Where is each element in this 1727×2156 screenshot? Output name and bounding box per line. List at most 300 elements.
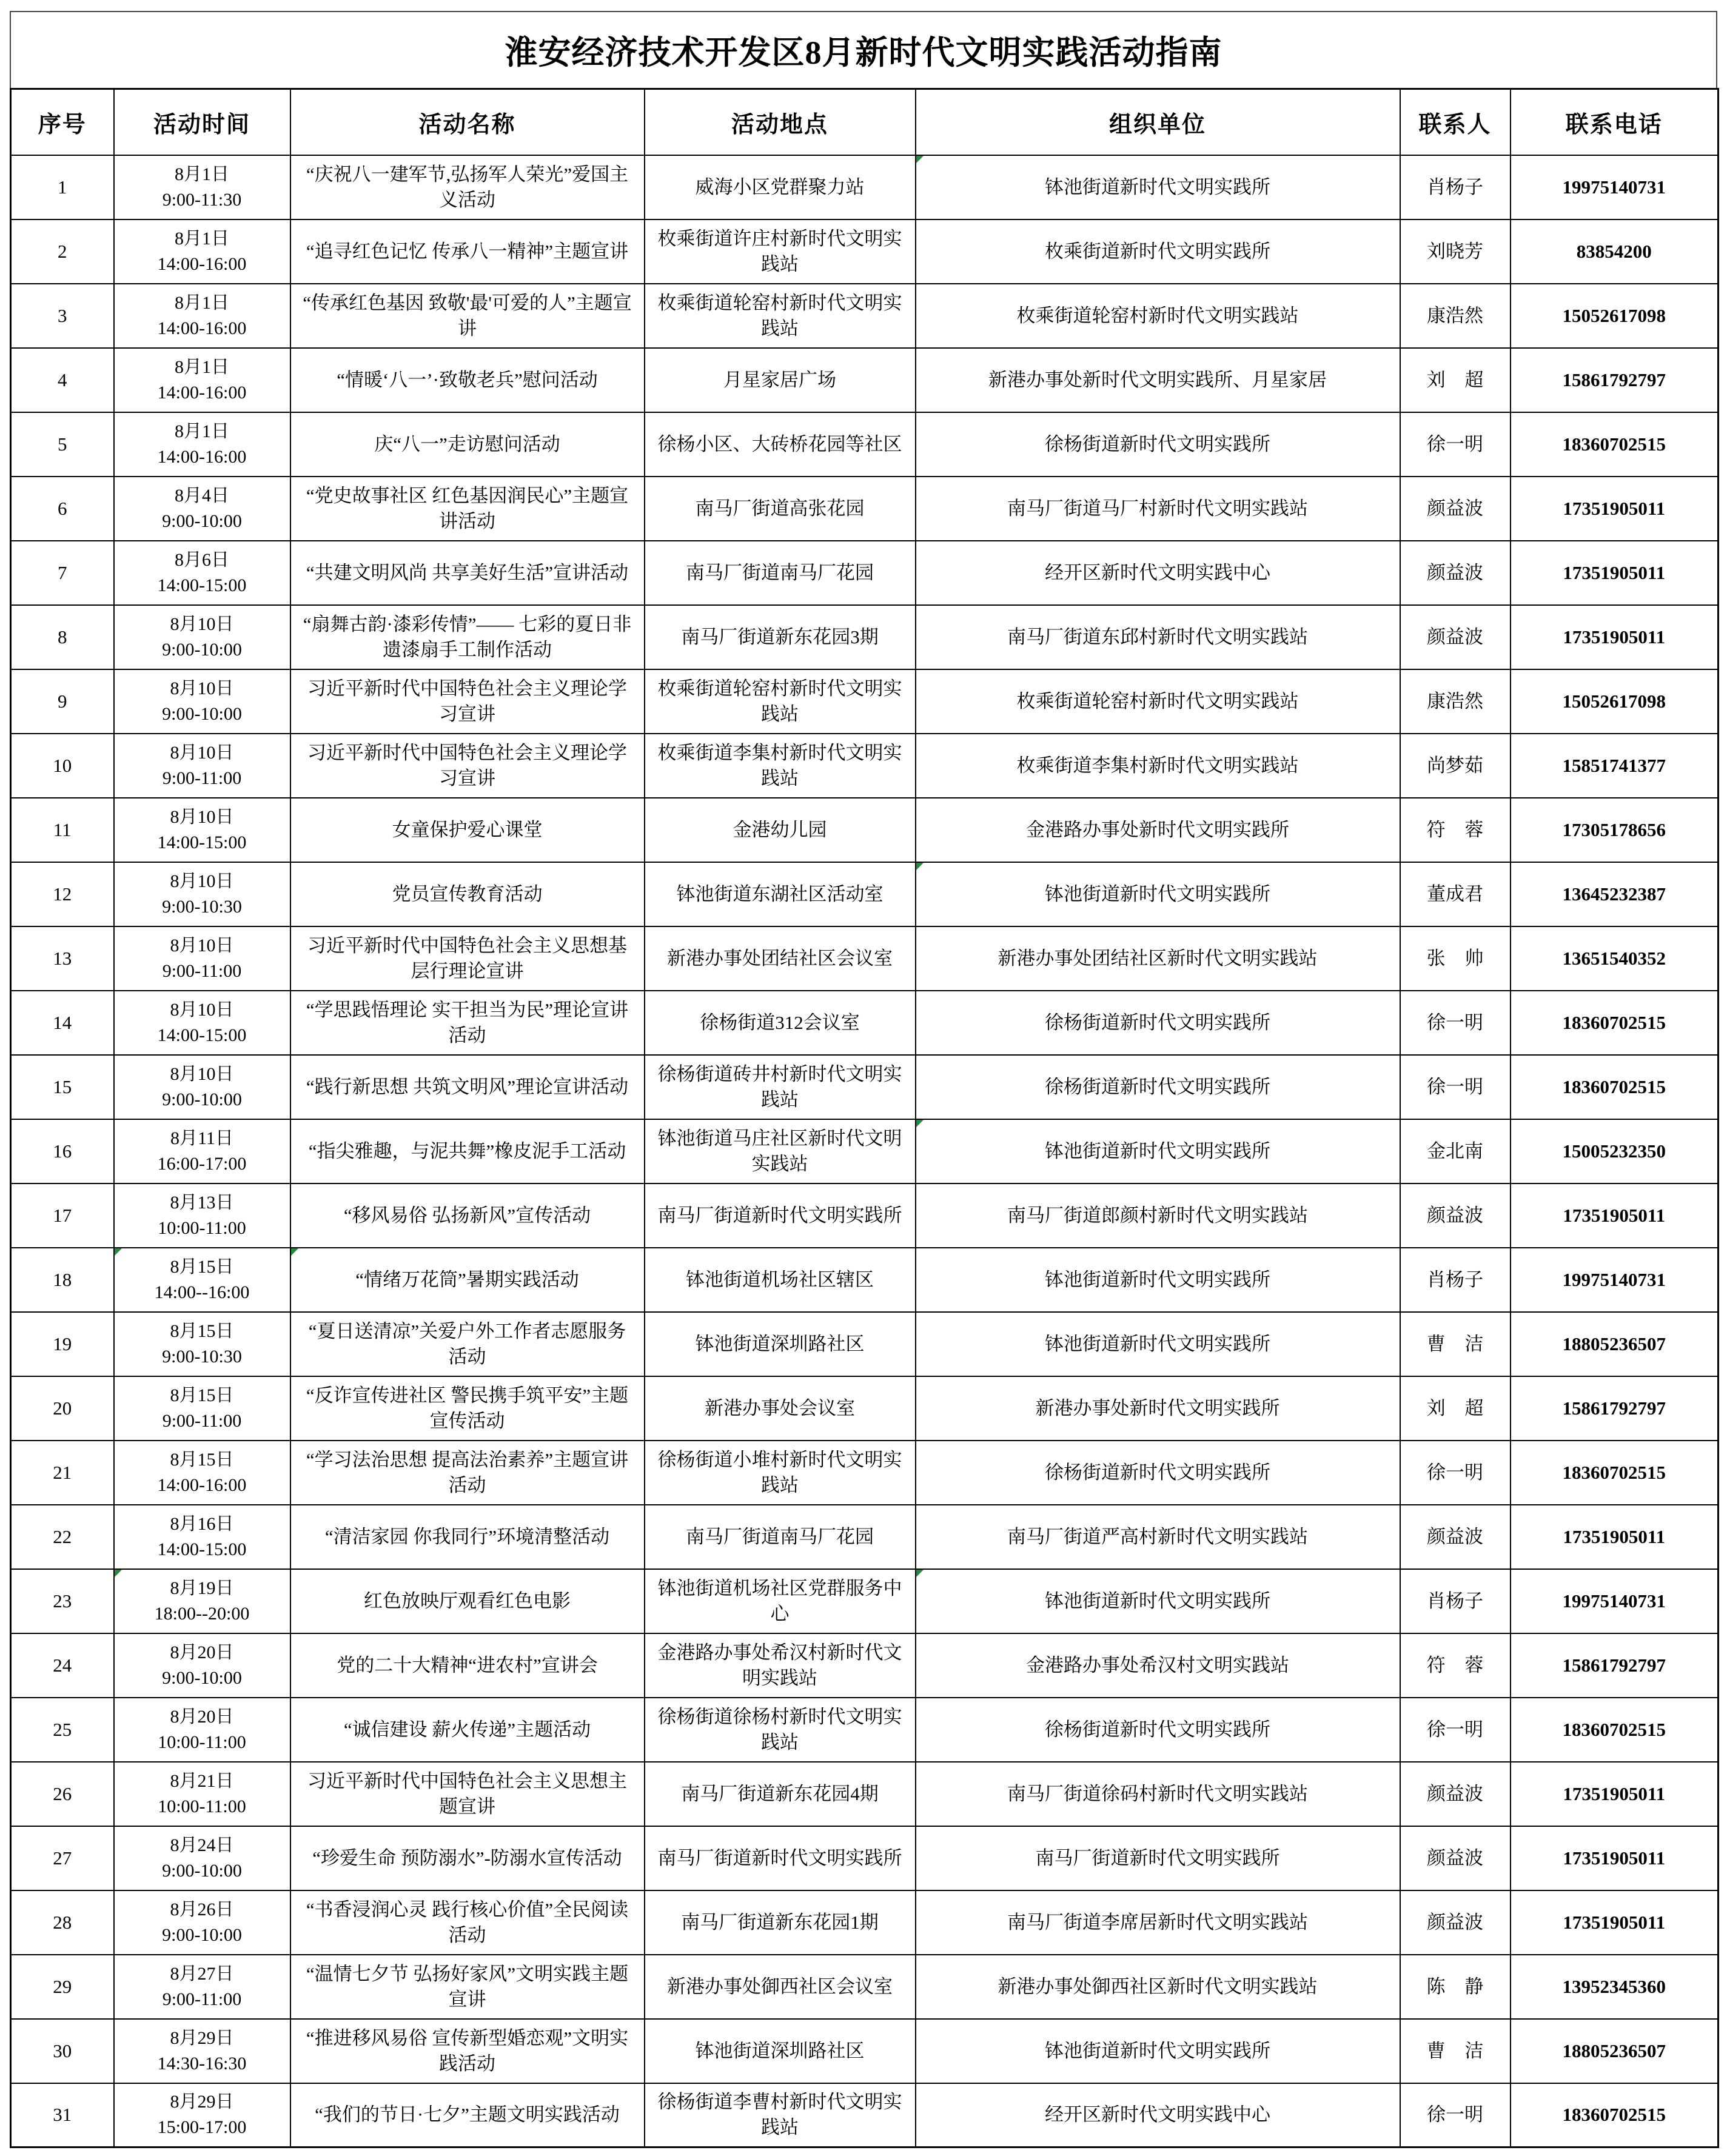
cell-contact: 曹 洁	[1400, 2019, 1511, 2083]
cell-place: 枚乘街道轮窑村新时代文明实践站	[645, 284, 916, 348]
activity-time: 9:00-11:00	[162, 1989, 242, 2009]
cell-time	[114, 412, 290, 477]
table-row	[11, 1633, 1719, 1698]
activity-date: 8月10日	[170, 871, 234, 891]
cell-activity-name: “传承红色基因 致敬'最'可爱的人”主题宣讲	[290, 284, 645, 348]
activity-date: 8月16日	[170, 1513, 234, 1534]
table-row	[11, 2019, 1719, 2083]
cell-organizer: 金港路办事处新时代文明实践所	[916, 798, 1400, 862]
cell-phone: 15005232350	[1511, 1119, 1719, 1183]
header-contact: 联系人	[1400, 89, 1511, 155]
cell-activity-name: “庆祝八一建军节,弘扬军人荣光”爱国主义活动	[290, 155, 645, 219]
cell-activity-name: 习近平新时代中国特色社会主义理论学习宣讲	[290, 734, 645, 798]
cell-no: 13	[11, 926, 114, 991]
cell-no: 19	[11, 1312, 114, 1376]
cell-time	[114, 1826, 290, 1890]
cell-activity-name: 习近平新时代中国特色社会主义思想主题宣讲	[290, 1762, 645, 1826]
cell-contact: 刘 超	[1400, 1376, 1511, 1441]
cell-place: 钵池街道机场社区党群服务中心	[645, 1569, 916, 1633]
cell-contact: 陈 静	[1400, 1955, 1511, 2019]
activity-date: 8月15日	[170, 1449, 234, 1470]
activity-date: 8月1日	[175, 421, 229, 441]
activity-time: 14:30-16:30	[157, 2053, 247, 2074]
cell-phone: 13952345360	[1511, 1955, 1719, 2019]
cell-no: 9	[11, 669, 114, 734]
cell-organizer: 南马厂街道徐码村新时代文明实践站	[916, 1762, 1400, 1826]
cell-activity-name: “共建文明风尚 共享美好生活”宣讲活动	[290, 541, 645, 605]
table-row	[11, 284, 1719, 348]
table-row	[11, 1505, 1719, 1569]
cell-phone: 15861792797	[1511, 1633, 1719, 1698]
cell-time	[114, 219, 290, 284]
cell-organizer: 南马厂街道严高村新时代文明实践站	[916, 1505, 1400, 1569]
cell-phone: 15052617098	[1511, 284, 1719, 348]
activity-time: 14:00-15:00	[157, 575, 247, 595]
cell-no: 18	[11, 1248, 114, 1312]
cell-organizer: 南马厂街道新时代文明实践所	[916, 1826, 1400, 1890]
table-row	[11, 155, 1719, 219]
table-row	[11, 1376, 1719, 1441]
cell-phone: 18360702515	[1511, 991, 1719, 1055]
cell-place: 威海小区党群聚力站	[645, 155, 916, 219]
cell-place: 新港办事处会议室	[645, 1376, 916, 1441]
cell-phone: 83854200	[1511, 219, 1719, 284]
cell-activity-name: “学习法治思想 提高法治素养”主题宣讲活动	[290, 1441, 645, 1505]
cell-no: 30	[11, 2019, 114, 2083]
cell-activity-name: 党的二十大精神“进农村”宣讲会	[290, 1633, 645, 1698]
table-row	[11, 2083, 1719, 2148]
activity-time: 14:00-15:00	[157, 1539, 247, 1559]
cell-contact: 徐一明	[1400, 1698, 1511, 1762]
cell-contact: 颜益波	[1400, 1890, 1511, 1955]
cell-phone: 15861792797	[1511, 1376, 1719, 1441]
activity-time: 9:00-10:00	[162, 1924, 242, 1945]
activity-date: 8月10日	[170, 614, 234, 634]
cell-contact: 刘 超	[1400, 348, 1511, 412]
cell-phone: 15851741377	[1511, 734, 1719, 798]
header-phone: 联系电话	[1511, 89, 1719, 155]
cell-phone: 17351905011	[1511, 1505, 1719, 1569]
activity-time: 14:00-16:00	[157, 446, 247, 467]
cell-place: 徐杨街道砖井村新时代文明实践站	[645, 1055, 916, 1119]
cell-no: 20	[11, 1376, 114, 1441]
activity-date: 8月4日	[175, 485, 229, 506]
cell-time	[114, 605, 290, 669]
cell-activity-name: “扇舞古韵·漆彩传情”—— 七彩的夏日非遗漆扇手工制作活动	[290, 605, 645, 669]
cell-phone: 18360702515	[1511, 1055, 1719, 1119]
cell-place: 钵池街道深圳路社区	[645, 1312, 916, 1376]
cell-contact: 尚梦茹	[1400, 734, 1511, 798]
header-row	[11, 89, 1719, 155]
cell-activity-name: 习近平新时代中国特色社会主义思想基层行理论宣讲	[290, 926, 645, 991]
activity-time: 9:00-10:00	[162, 511, 242, 531]
activity-date: 8月1日	[175, 292, 229, 313]
cell-no: 15	[11, 1055, 114, 1119]
cell-contact: 徐一明	[1400, 1055, 1511, 1119]
activity-time: 18:00--20:00	[154, 1603, 250, 1624]
cell-no: 28	[11, 1890, 114, 1955]
activity-date: 8月10日	[170, 678, 234, 698]
cell-organizer: 钵池街道新时代文明实践所	[916, 1312, 1400, 1376]
table-row	[11, 1248, 1719, 1312]
cell-phone: 17351905011	[1511, 477, 1719, 541]
cell-place: 钵池街道东湖社区活动室	[645, 862, 916, 926]
cell-place: 枚乘街道许庄村新时代文明实践站	[645, 219, 916, 284]
cell-contact: 刘晓芳	[1400, 219, 1511, 284]
activity-date: 8月10日	[170, 935, 234, 956]
activity-time: 9:00-10:00	[162, 1667, 242, 1688]
cell-place: 新港办事处御西社区会议室	[645, 1955, 916, 2019]
cell-place: 枚乘街道李集村新时代文明实践站	[645, 734, 916, 798]
table-row	[11, 541, 1719, 605]
activity-time: 14:00-16:00	[157, 253, 247, 274]
cell-phone: 18360702515	[1511, 1441, 1719, 1505]
cell-organizer: 南马厂街道马厂村新时代文明实践站	[916, 477, 1400, 541]
cell-organizer: 钵池街道新时代文明实践所	[916, 155, 1400, 219]
table-row	[11, 1119, 1719, 1183]
activity-date: 8月24日	[170, 1835, 234, 1855]
cell-place: 金港路办事处希汉村新时代文明实践站	[645, 1633, 916, 1698]
cell-organizer: 徐杨街道新时代文明实践所	[916, 1441, 1400, 1505]
cell-place: 徐杨街道李曹村新时代文明实践站	[645, 2083, 916, 2148]
cell-organizer: 新港办事处新时代文明实践所	[916, 1376, 1400, 1441]
cell-activity-name: “指尖雅趣，与泥共舞”橡皮泥手工活动	[290, 1119, 645, 1183]
cell-time	[114, 1955, 290, 2019]
activity-time: 9:00-10:00	[162, 1860, 242, 1881]
activity-time: 9:00-10:00	[162, 639, 242, 660]
cell-no: 10	[11, 734, 114, 798]
activity-time: 14:00-16:00	[157, 1475, 247, 1495]
cell-no: 24	[11, 1633, 114, 1698]
activity-time: 9:00-10:30	[162, 1346, 242, 1367]
cell-phone: 18360702515	[1511, 412, 1719, 477]
cell-phone: 18360702515	[1511, 1698, 1719, 1762]
cell-phone: 17351905011	[1511, 541, 1719, 605]
cell-contact: 肖杨子	[1400, 1569, 1511, 1633]
cell-contact: 颜益波	[1400, 541, 1511, 605]
cell-phone: 17351905011	[1511, 1762, 1719, 1826]
activity-date: 8月1日	[175, 164, 229, 184]
activity-date: 8月10日	[170, 1063, 234, 1084]
table-row	[11, 1569, 1719, 1633]
cell-contact: 颜益波	[1400, 477, 1511, 541]
page-title: 淮安经济技术开发区8月新时代文明实践活动指南	[505, 35, 1222, 71]
cell-time	[114, 1890, 290, 1955]
cell-place: 钵池街道深圳路社区	[645, 2019, 916, 2083]
cell-time	[114, 1569, 290, 1633]
cell-activity-name: “我们的节日·七夕”主题文明实践活动	[290, 2083, 645, 2148]
cell-phone: 13651540352	[1511, 926, 1719, 991]
cell-organizer: 徐杨街道新时代文明实践所	[916, 991, 1400, 1055]
cell-place: 南马厂街道南马厂花园	[645, 541, 916, 605]
activity-date: 8月29日	[170, 2027, 234, 2048]
activity-time: 9:00-11:00	[162, 1410, 242, 1431]
cell-time	[114, 2083, 290, 2148]
activity-time: 14:00-15:00	[157, 832, 247, 852]
cell-no: 31	[11, 2083, 114, 2148]
cell-contact: 徐一明	[1400, 1441, 1511, 1505]
cell-phone: 18805236507	[1511, 1312, 1719, 1376]
activity-date: 8月15日	[170, 1385, 234, 1405]
cell-organizer: 枚乘街道李集村新时代文明实践站	[916, 734, 1400, 798]
cell-activity-name: 女童保护爱心课堂	[290, 798, 645, 862]
cell-activity-name: “反诈宣传进社区 警民携手筑平安”主题宣传活动	[290, 1376, 645, 1441]
cell-phone: 17351905011	[1511, 1183, 1719, 1248]
cell-time	[114, 284, 290, 348]
cell-activity-name: “情绪万花筒”暑期实践活动	[290, 1248, 645, 1312]
cell-organizer: 枚乘街道新时代文明实践所	[916, 219, 1400, 284]
cell-place: 徐杨街道小堆村新时代文明实践站	[645, 1441, 916, 1505]
cell-time	[114, 734, 290, 798]
cell-place: 枚乘街道轮窑村新时代文明实践站	[645, 669, 916, 734]
cell-no: 17	[11, 1183, 114, 1248]
cell-contact: 徐一明	[1400, 991, 1511, 1055]
activity-time: 9:00-11:00	[162, 960, 242, 981]
table-row	[11, 1762, 1719, 1826]
activity-time: 14:00-15:00	[157, 1025, 247, 1045]
cell-phone: 17351905011	[1511, 605, 1719, 669]
cell-activity-name: 习近平新时代中国特色社会主义理论学习宣讲	[290, 669, 645, 734]
table-row	[11, 1955, 1719, 2019]
cell-time	[114, 2019, 290, 2083]
table-row	[11, 798, 1719, 862]
cell-time	[114, 1633, 290, 1698]
activity-date: 8月15日	[170, 1256, 234, 1277]
cell-activity-name: “践行新思想 共筑文明风”理论宣讲活动	[290, 1055, 645, 1119]
cell-phone: 18360702515	[1511, 2083, 1719, 2148]
cell-activity-name: “移风易俗 弘扬新风”宣传活动	[290, 1183, 645, 1248]
cell-no: 11	[11, 798, 114, 862]
cell-time	[114, 1055, 290, 1119]
header-organizer: 组织单位	[916, 89, 1400, 155]
cell-place: 徐杨街道312会议室	[645, 991, 916, 1055]
cell-place: 南马厂街道新时代文明实践所	[645, 1183, 916, 1248]
cell-organizer: 南马厂街道东邱村新时代文明实践站	[916, 605, 1400, 669]
cell-contact: 康浩然	[1400, 669, 1511, 734]
cell-time	[114, 1119, 290, 1183]
cell-activity-name: 党员宣传教育活动	[290, 862, 645, 926]
cell-place: 月星家居广场	[645, 348, 916, 412]
cell-organizer: 枚乘街道轮窑村新时代文明实践站	[916, 284, 1400, 348]
activity-date: 8月20日	[170, 1706, 234, 1727]
cell-place: 徐杨街道徐杨村新时代文明实践站	[645, 1698, 916, 1762]
activity-time: 14:00-16:00	[157, 382, 247, 403]
table-body	[11, 155, 1719, 2148]
cell-activity-name: 红色放映厅观看红色电影	[290, 1569, 645, 1633]
cell-no: 5	[11, 412, 114, 477]
cell-place: 南马厂街道高张花园	[645, 477, 916, 541]
table-row	[11, 605, 1719, 669]
table-row	[11, 477, 1719, 541]
title-box	[10, 11, 1717, 88]
activity-time: 9:00-10:30	[162, 896, 242, 917]
cell-time	[114, 926, 290, 991]
activity-time: 9:00-10:00	[162, 1089, 242, 1110]
cell-activity-name: “夏日送清凉”关爱户外工作者志愿服务活动	[290, 1312, 645, 1376]
cell-activity-name: “清洁家园 你我同行”环境清整活动	[290, 1505, 645, 1569]
cell-contact: 颜益波	[1400, 1826, 1511, 1890]
cell-activity-name: “推进移风易俗 宣传新型婚恋观”文明实践活动	[290, 2019, 645, 2083]
activity-table	[10, 88, 1719, 2148]
activity-time: 10:00-11:00	[158, 1796, 246, 1816]
activity-date: 8月27日	[170, 1963, 234, 1984]
cell-phone: 17351905011	[1511, 1890, 1719, 1955]
table-row	[11, 1055, 1719, 1119]
cell-organizer: 钵池街道新时代文明实践所	[916, 1119, 1400, 1183]
cell-no: 3	[11, 284, 114, 348]
cell-time	[114, 1312, 290, 1376]
cell-no: 6	[11, 477, 114, 541]
activity-time: 14:00--16:00	[154, 1282, 250, 1302]
table-row	[11, 1826, 1719, 1890]
cell-contact: 徐一明	[1400, 2083, 1511, 2148]
cell-place: 钵池街道机场社区辖区	[645, 1248, 916, 1312]
cell-no: 27	[11, 1826, 114, 1890]
cell-activity-name: “珍爱生命 预防溺水”-防溺水宣传活动	[290, 1826, 645, 1890]
cell-phone: 18805236507	[1511, 2019, 1719, 2083]
cell-no: 2	[11, 219, 114, 284]
cell-contact: 董成君	[1400, 862, 1511, 926]
cell-organizer: 金港路办事处希汉村文明实践站	[916, 1633, 1400, 1698]
cell-time	[114, 1376, 290, 1441]
cell-activity-name: “情暖‘八一’·致敬老兵”慰问活动	[290, 348, 645, 412]
cell-no: 23	[11, 1569, 114, 1633]
cell-place: 新港办事处团结社区会议室	[645, 926, 916, 991]
cell-organizer: 钵池街道新时代文明实践所	[916, 862, 1400, 926]
cell-time	[114, 155, 290, 219]
cell-place: 徐杨小区、大砖桥花园等社区	[645, 412, 916, 477]
cell-contact: 颜益波	[1400, 1762, 1511, 1826]
cell-contact: 金北南	[1400, 1119, 1511, 1183]
table-row	[11, 734, 1719, 798]
cell-organizer: 新港办事处新时代文明实践所、月星家居	[916, 348, 1400, 412]
cell-time	[114, 798, 290, 862]
cell-organizer: 新港办事处团结社区新时代文明实践站	[916, 926, 1400, 991]
cell-activity-name: “温情七夕节 弘扬好家风”文明实践主题宣讲	[290, 1955, 645, 2019]
header-activity-name: 活动名称	[290, 89, 645, 155]
activity-date: 8月1日	[175, 357, 229, 377]
cell-place: 南马厂街道新东花园4期	[645, 1762, 916, 1826]
cell-time	[114, 1698, 290, 1762]
cell-no: 4	[11, 348, 114, 412]
activity-date: 8月6日	[175, 549, 229, 570]
activity-date: 8月21日	[170, 1770, 234, 1791]
activity-date: 8月15日	[170, 1321, 234, 1341]
cell-phone: 15861792797	[1511, 348, 1719, 412]
table-row	[11, 1183, 1719, 1248]
header-no: 序号	[11, 89, 114, 155]
cell-no: 1	[11, 155, 114, 219]
cell-activity-name: “党史故事社区 红色基因润民心”主题宣讲活动	[290, 477, 645, 541]
cell-time	[114, 1441, 290, 1505]
cell-phone: 15052617098	[1511, 669, 1719, 734]
cell-contact: 颜益波	[1400, 605, 1511, 669]
cell-organizer: 徐杨街道新时代文明实践所	[916, 412, 1400, 477]
activity-guide-sheet	[10, 11, 1717, 2148]
cell-contact: 符 蓉	[1400, 1633, 1511, 1698]
cell-time	[114, 1505, 290, 1569]
activity-date: 8月10日	[170, 999, 234, 1020]
activity-date: 8月10日	[170, 806, 234, 827]
activity-date: 8月19日	[170, 1578, 234, 1598]
table-row	[11, 219, 1719, 284]
cell-phone: 17351905011	[1511, 1826, 1719, 1890]
cell-place: 南马厂街道新东花园3期	[645, 605, 916, 669]
cell-no: 26	[11, 1762, 114, 1826]
activity-date: 8月29日	[170, 2092, 234, 2112]
cell-contact: 颜益波	[1400, 1505, 1511, 1569]
table-row	[11, 991, 1719, 1055]
cell-time	[114, 1248, 290, 1312]
activity-time: 14:00-16:00	[157, 318, 247, 338]
activity-date: 8月11日	[170, 1128, 233, 1148]
cell-no: 25	[11, 1698, 114, 1762]
cell-place: 钵池街道马庄社区新时代文明实践站	[645, 1119, 916, 1183]
activity-time: 9:00-11:30	[162, 189, 242, 210]
activity-time: 9:00-10:00	[162, 703, 242, 724]
cell-organizer: 徐杨街道新时代文明实践所	[916, 1698, 1400, 1762]
cell-phone: 13645232387	[1511, 862, 1719, 926]
activity-time: 10:00-11:00	[158, 1732, 246, 1752]
cell-contact: 肖杨子	[1400, 1248, 1511, 1312]
table-row	[11, 412, 1719, 477]
cell-organizer: 钵池街道新时代文明实践所	[916, 2019, 1400, 2083]
cell-organizer: 钵池街道新时代文明实践所	[916, 1248, 1400, 1312]
cell-phone: 19975140731	[1511, 1248, 1719, 1312]
activity-time: 9:00-11:00	[162, 768, 242, 788]
cell-contact: 符 蓉	[1400, 798, 1511, 862]
cell-contact: 徐一明	[1400, 412, 1511, 477]
cell-organizer: 经开区新时代文明实践中心	[916, 541, 1400, 605]
cell-place: 南马厂街道新时代文明实践所	[645, 1826, 916, 1890]
cell-time	[114, 348, 290, 412]
cell-organizer: 南马厂街道郎颜村新时代文明实践站	[916, 1183, 1400, 1248]
cell-no: 29	[11, 1955, 114, 2019]
activity-time: 16:00-17:00	[157, 1153, 247, 1174]
cell-no: 16	[11, 1119, 114, 1183]
cell-contact: 曹 洁	[1400, 1312, 1511, 1376]
cell-time	[114, 1762, 290, 1826]
cell-contact: 康浩然	[1400, 284, 1511, 348]
cell-time	[114, 477, 290, 541]
cell-activity-name: “追寻红色记忆 传承八一精神”主题宣讲	[290, 219, 645, 284]
cell-contact: 张 帅	[1400, 926, 1511, 991]
activity-time: 10:00-11:00	[158, 1217, 246, 1238]
cell-place: 金港幼儿园	[645, 798, 916, 862]
cell-activity-name: “书香浸润心灵 践行核心价值”全民阅读活动	[290, 1890, 645, 1955]
table-row	[11, 1698, 1719, 1762]
table-row	[11, 1312, 1719, 1376]
cell-no: 14	[11, 991, 114, 1055]
cell-phone: 19975140731	[1511, 155, 1719, 219]
cell-organizer: 新港办事处御西社区新时代文明实践站	[916, 1955, 1400, 2019]
cell-organizer: 钵池街道新时代文明实践所	[916, 1569, 1400, 1633]
cell-no: 12	[11, 862, 114, 926]
cell-place: 南马厂街道南马厂花园	[645, 1505, 916, 1569]
activity-date: 8月20日	[170, 1642, 234, 1662]
table-row	[11, 1890, 1719, 1955]
table-row	[11, 1441, 1719, 1505]
header-place: 活动地点	[645, 89, 916, 155]
table-row	[11, 669, 1719, 734]
cell-place: 南马厂街道新东花园1期	[645, 1890, 916, 1955]
cell-time	[114, 541, 290, 605]
cell-activity-name: 庆“八一”走访慰问活动	[290, 412, 645, 477]
header-time: 活动时间	[114, 89, 290, 155]
cell-no: 22	[11, 1505, 114, 1569]
activity-time: 15:00-17:00	[157, 2117, 247, 2138]
cell-time	[114, 669, 290, 734]
